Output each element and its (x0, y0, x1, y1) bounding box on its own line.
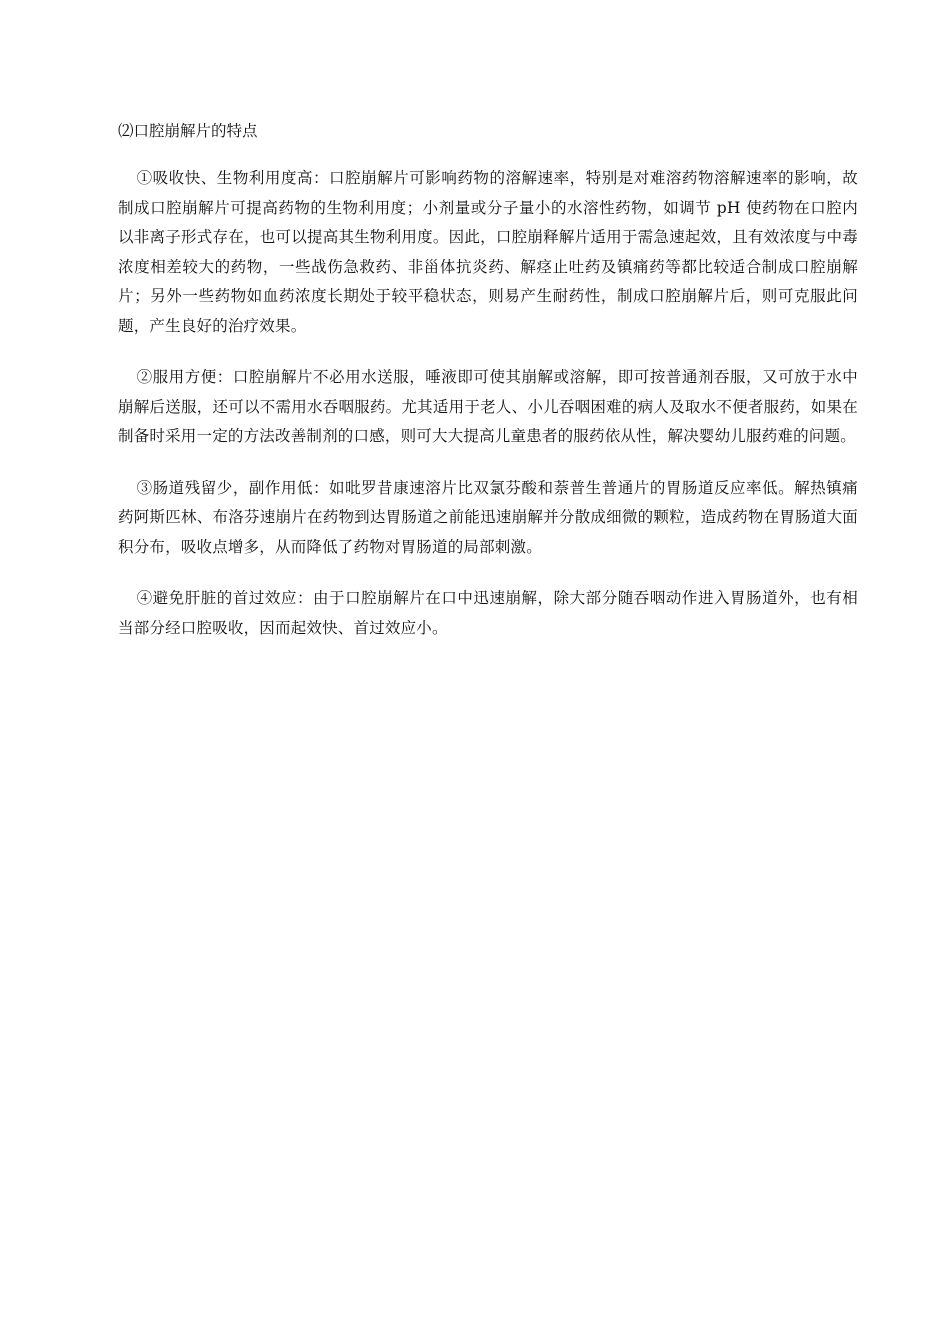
paragraph-first-pass: ④避免肝脏的首过效应：由于口腔崩解片在口中迅速崩解，除大部分随吞咽动作进入胃肠道外，也有相当部分经口腔吸收，因而起效快、首过效应小。 (118, 589, 858, 637)
document-page (118, 118, 858, 665)
paragraph-convenience: ②服用方便：口腔崩解片不必用水送服，唾液即可使其崩解或溶解，即可按普通剂吞服，又可放于水中崩解后送服，还可以不需用水吞咽服药。尤其适用于老人、小儿吞咽困难的病人及取水不便者服药，如果在制备时采用一定的方法改善制剂的口感，则可大大提高儿童患者的服药依从性，解决婴幼儿服药难的问题。 (118, 368, 858, 445)
paragraph-absorption: ①吸收快、生物利用度高：口腔崩解片可影响药物的溶解速率，特别是对难溶药物溶解速率的影响，故制成口腔崩解片可提高药物的生物利用度；小剂量或分子量小的水溶性药物，如调节 pH 使药物在口腔内以非离子形式存在，也可以提高其生物利用度。因此，口腔崩释解片适用于需急速起效，且有效浓度与中毒浓度相差较大的药物，一些战伤急救药、非甾体抗炎药、解痉止吐药及镇痛药等都比较适合制成口腔崩解片；另外一些药物如血药浓度长期处于较平稳状态，则易产生耐药性，制成口腔崩解片后，则可克服此问题，产生良好的治疗效果。 (118, 169, 858, 335)
section-heading: ⑵口腔崩解片的特点 (118, 122, 258, 140)
paragraph-side-effects: ③肠道残留少，副作用低：如吡罗昔康速溶片比双氯芬酸和萘普生普通片的胃肠道反应率低。解热镇痛药阿斯匹林、布洛芬速崩片在药物到达胃肠道之前能迅速崩解并分散成细微的颗粒，造成药物在胃肠道大面积分布，吸收点增多，从而降低了药物对胃肠道的局部刺激。 (118, 478, 858, 556)
